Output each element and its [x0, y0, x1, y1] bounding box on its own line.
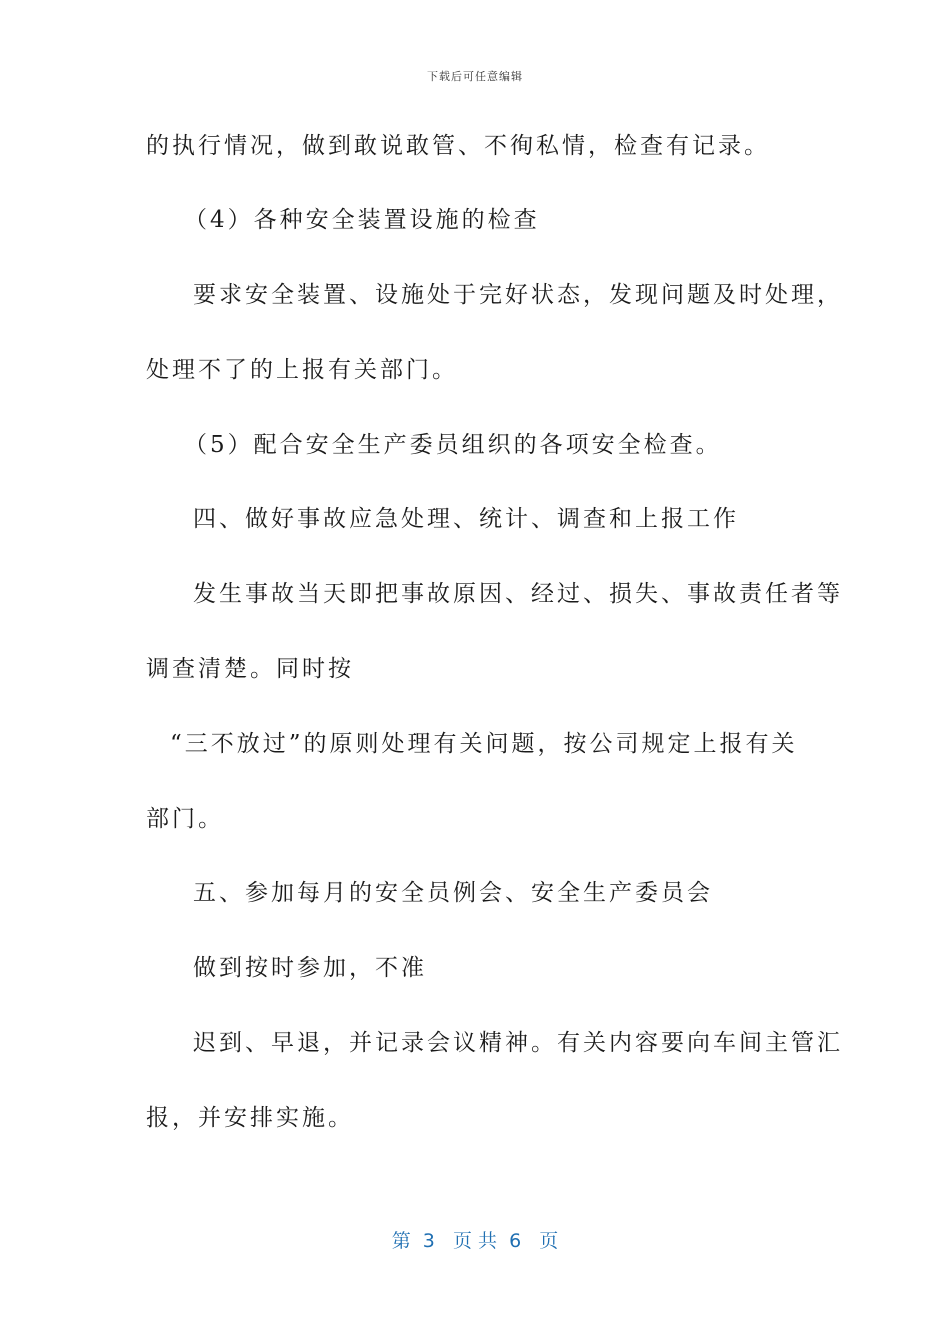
paragraph-line: 要求安全装置、设施处于完好状态，发现问题及时处理，: [193, 282, 843, 308]
section-heading: 四、做好事故应急处理、统计、调查和上报工作: [193, 506, 739, 532]
section-heading: （5）配合安全生产委员组织的各项安全检查。: [184, 432, 722, 458]
paragraph-line: 调查清楚。同时按: [146, 656, 354, 682]
paragraph-line: 部门。: [146, 806, 224, 832]
section-heading: （4）各种安全装置设施的检查: [184, 207, 540, 233]
paragraph-line: 迟到、早退，并记录会议精神。有关内容要向车间主管汇: [193, 1030, 843, 1056]
paragraph-line: 的执行情况，做到敢说敢管、不徇私情，检查有记录。: [146, 133, 770, 159]
header-note: 下载后可任意编辑: [427, 70, 523, 83]
paragraph-line: 报，并安排实施。: [146, 1105, 354, 1131]
paragraph-line: 发生事故当天即把事故原因、经过、损失、事故责任者等: [193, 581, 843, 607]
paragraph-line: 处理不了的上报有关部门。: [146, 357, 458, 383]
page-number-footer: 第 3 页 共 6 页: [391, 1230, 559, 1252]
section-heading: 五、参加每月的安全员例会、安全生产委员会: [193, 880, 713, 906]
paragraph-line: “三不放过”的原则处理有关问题，按公司规定上报有关: [170, 731, 798, 757]
paragraph-line: 做到按时参加，不准: [193, 955, 427, 981]
